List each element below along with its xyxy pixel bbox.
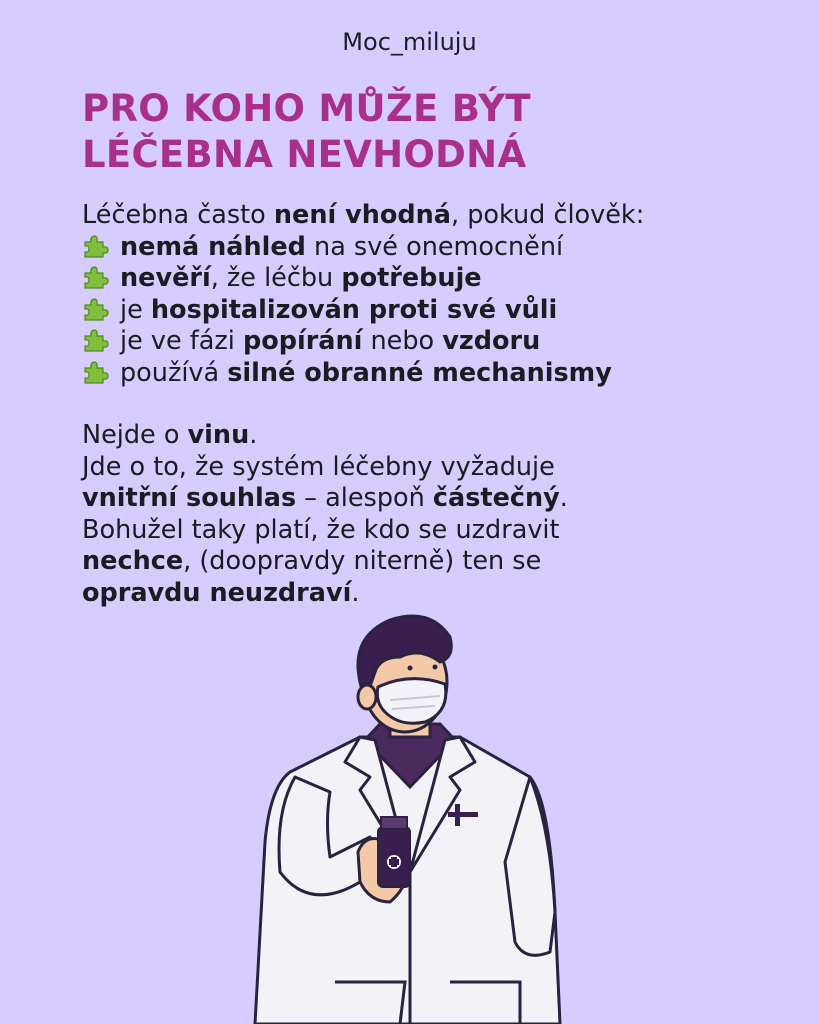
text-segment: . (249, 420, 258, 450)
paragraph-line (82, 515, 782, 547)
text-segment: je (120, 294, 151, 325)
emphasis-text: popírání (242, 326, 363, 356)
emphasis-text: vinu (187, 420, 250, 450)
text-segment: Jde o to, že systém léčebny vyžaduje (82, 451, 555, 482)
emphasis-text: silné obranné mechanismy (227, 357, 612, 388)
text-segment: používá (120, 357, 228, 388)
paragraph-line (82, 483, 782, 515)
puzzle-piece-icon (82, 296, 112, 322)
intro-text-end: , pokud člověk: (451, 200, 645, 230)
emphasis-text: částečný (432, 483, 560, 513)
spacer (82, 389, 782, 420)
emphasis-text: potřebuje (341, 263, 482, 293)
text-segment: , (doopravdy niterně) ten se (183, 546, 542, 576)
text-segment: na své onemocnění (305, 231, 564, 262)
paragraph-line (82, 578, 782, 610)
doctor-illustration (250, 612, 570, 1024)
text-segment: Nejde o (82, 420, 188, 450)
text-segment: je ve fázi (120, 326, 243, 356)
list-item (82, 326, 782, 358)
list-item (82, 232, 782, 264)
emphasis-text: nemá náhled (120, 231, 306, 262)
paragraph-line (82, 452, 782, 484)
bullet-list (82, 232, 782, 390)
list-item (82, 263, 782, 295)
page-title (82, 86, 531, 178)
puzzle-piece-icon (82, 327, 112, 353)
emphasis-text: nechce (82, 546, 184, 576)
content-block (82, 200, 782, 609)
text-segment: nebo (362, 326, 443, 356)
emphasis-text: opravdu neuzdraví (82, 577, 352, 608)
emphasis-text: hospitalizován proti své vůli (150, 294, 558, 325)
puzzle-piece-icon (82, 359, 112, 385)
intro-emphasis: není vhodná (273, 200, 452, 230)
intro-text: Léčebna často (82, 200, 274, 230)
title-line-1: PRO KOHO MŮŽE BÝT (82, 87, 531, 130)
account-handle: Moc_miluju (342, 28, 477, 56)
emphasis-text: vzdoru (442, 326, 541, 356)
emphasis-text: vnitřní souhlas (82, 483, 297, 513)
text-segment: Bohužel taky platí, že kdo se uzdravit (82, 514, 560, 545)
paragraph-line (82, 546, 782, 578)
emphasis-text: nevěří (120, 263, 211, 293)
text-segment: – alespoň (296, 483, 433, 513)
puzzle-piece-icon (82, 264, 112, 290)
explanation-paragraph (82, 420, 782, 609)
text-segment: , že léčbu (210, 263, 342, 293)
paragraph-line (82, 420, 782, 452)
intro-line (82, 200, 782, 232)
list-item (82, 358, 782, 390)
puzzle-piece-icon (82, 233, 112, 259)
list-item (82, 295, 782, 327)
title-line-2: LÉČEBNA NEVHODNÁ (82, 133, 527, 176)
text-segment: . (351, 577, 360, 608)
text-segment: . (559, 483, 568, 513)
